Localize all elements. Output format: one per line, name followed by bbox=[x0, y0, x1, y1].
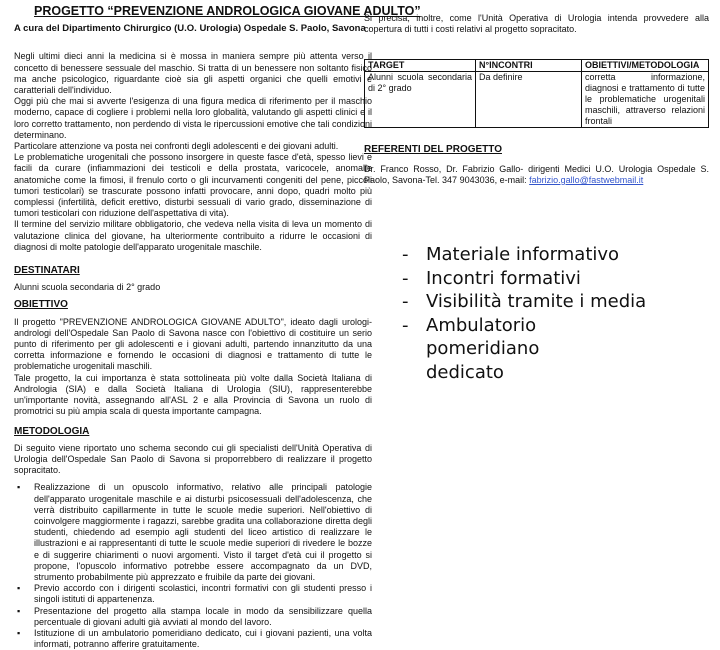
bullet-text: Incontri formativi bbox=[426, 267, 581, 289]
metodologia-list bbox=[14, 482, 372, 650]
bullet-text: Ambulatorio pomeridiano dedicato bbox=[426, 314, 540, 383]
intro-section bbox=[14, 51, 372, 253]
bullet-marker: - bbox=[402, 244, 409, 265]
bullet-item bbox=[402, 267, 702, 291]
right-document bbox=[364, 13, 709, 186]
intro-paragraph: Oggi più che mai si avverte l'esigenza di una figura medica di riferimento per il maschio moderno, capace di cogliere i problemi nella loro globalità, valutando gli aspetti clinici e il loro corretto trattamento, non perdendo di vista le ripercussioni emotive che tali condizioni determinano. bbox=[14, 96, 372, 140]
referenti-text bbox=[364, 164, 709, 186]
obiettivo-heading: OBIETTIVO bbox=[14, 299, 68, 311]
table-header: OBIETTIVI/METODOLOGIA bbox=[582, 60, 709, 72]
metodologia-intro: Di seguito viene riportato uno schema secondo cui gli specialisti dell'Unità Operativa di Urologia dell'Ospedale San Paolo di Savona si proporrebbero di realizzare il progetto sopracitato. bbox=[14, 442, 372, 476]
bullet-marker: - bbox=[402, 291, 409, 312]
table-row bbox=[365, 72, 709, 128]
list-item: ▪ Previo accordo con i dirigenti scolastici, incontri formativi con gli studenti presso i singoli istituti di appartenenza. bbox=[34, 583, 372, 605]
bullet-item bbox=[402, 243, 702, 267]
destinatari-text: Alunni scuola secondaria di 2° grado bbox=[14, 282, 161, 293]
document-subtitle: A cura del Dipartimento Chirurgico (U.O. Urologia) Ospedale S. Paolo, Savona bbox=[14, 23, 366, 35]
list-item: ▪ Presentazione del progetto alla stampa locale in modo da sensibilizzare quella percentuale di giovani adulti già avviati al mondo del lavoro. bbox=[34, 606, 372, 628]
intro-paragraph: Le problematiche urogenitali che possono insorgere in queste fasce d'età, spesso lievi e facili da curare (infiammazioni dei testicoli e della prostata, varicocele, anomalie anatomiche come la fimosi, il frenulo corto o gli incurvamenti congeniti del pene, piccoli tumori testicolari) se trascurate possono infatti provocare, anni dopo, quadri molto più complessi (infertilità, deficit erettivo, disturbi sessuali di vario grado, disseminazione di tumori testicolari con riduzione dell'aspettativa di vita). bbox=[14, 152, 372, 219]
target-table bbox=[364, 59, 709, 128]
bullet-text: Materiale informativo bbox=[426, 244, 620, 265]
obiettivo-section bbox=[14, 317, 372, 418]
list-item: ▪ Realizzazione di un opuscolo informativo, relativo alle principali patologie dell'apparato urogenitale maschile e ai disturbi psicosessuali dell'adolescenza, che verrà distribuito capillarmente in tutte le scuole medie superiori. Nell'obiettivo di coinvolgere maggiormente i ragazzi, sarebbe gradita una collaborazione diretta degli studenti, chiedendo ad esempio agli studenti del liceo artistico di realizzare le illustrazioni e ai rappresentanti di tutte le scuole medie superiori di rivedere le bozze e di suggerire chiarimenti o nuovi argomenti. Visto il target d'età cui il progetto si propone, l'opuscolo informativo potrebbe essere accompagnato da un DVD, strumento probabilmente più apprezzato e fruibile da parte dei giovani. bbox=[34, 482, 372, 583]
list-item: ▪ Istituzione di un ambulatorio pomeridiano dedicato, cui i giovani pazienti, una volta informati, potranno afferire gratuitamente. bbox=[34, 628, 372, 650]
table-header: TARGET bbox=[365, 60, 476, 72]
table-header: N°INCONTRI bbox=[476, 60, 582, 72]
referenti-names: Dr. Franco Rosso, Dr. Fabrizio Gallo- dirigenti Medici U.O. Urologia Ospedale S. Paolo, Savona-Tel. 347 9043036, e-mail: bbox=[364, 163, 709, 185]
right-intro: Si precisa, inoltre, come l'Unità Operativa di Urologia intenda provvedere alla copertura di tutti i costi relativi al progetto sopracitato. bbox=[364, 13, 709, 35]
intro-paragraph: Negli ultimi dieci anni la medicina si è mossa in maniera sempre più attenta verso il concetto di benessere sessuale del maschio. Si tratta di un benessere non soltanto fisico ma anche psicologico, riguardante cioè sia gli aspetti organici che quelli emotivi e caratteriali dell'individuo. bbox=[14, 51, 372, 96]
document-title: PROGETTO “PREVENZIONE ANDROLOGICA GIOVANE ADULTO” bbox=[34, 4, 421, 18]
obiettivo-paragraph: Tale progetto, la cui importanza è stata sottolineata più volte dalla Società Italiana di Andrologia (SIA) e dalla Società Italiana di Urologia (SIU), rappresenterebbe un'importante novità, assegnando all'ASL 2 e alla Provincia di Savona un ruolo di promotrici su più ampia scala di questa importante campagna. bbox=[14, 372, 372, 417]
metodologia-heading: METODOLOGIA bbox=[14, 425, 90, 437]
email-link[interactable]: fabrizio.gallo@fastwebmail.it bbox=[529, 174, 644, 185]
intro-paragraph: Il termine del servizio militare obbligatorio, che vedeva nella visita di leva un momento di valutazione clinica del giovane, ha ulteriormente contribuito a ridurre le occasioni di diagnosi di molte patologie dell'apparato urogenitale maschile. bbox=[14, 219, 372, 252]
bullet-text: Visibilità tramite i media bbox=[426, 291, 647, 312]
destinatari-heading: DESTINATARI bbox=[14, 265, 80, 277]
bullet-item bbox=[402, 314, 616, 385]
bullet-item bbox=[402, 290, 702, 314]
table-cell: Da definire bbox=[476, 72, 582, 128]
bullet-marker: - bbox=[402, 314, 409, 336]
table-cell: corretta informazione, diagnosi e trattamento di tutte le problematiche urogenitali maschili, attraverso relazioni frontali bbox=[582, 72, 709, 128]
referenti-heading: REFERENTI DEL PROGETTO bbox=[364, 144, 502, 156]
obiettivo-paragraph: Il progetto "PREVENZIONE ANDROLOGICA GIOVANE ADULTO", ideato dagli urologi-andrologi dell'Ospedale San Paolo di Savona nasce con l'obiettivo di costituire un serio punto di riferimento per gli adolescenti e i giovani adulti, partendo innanzitutto da una corretta informazione e fornendo le occasioni di diagnosi e trattamento di tutte le problematiche urogenitali maschili. bbox=[14, 316, 372, 372]
table-cell: Alunni scuola secondaria di 2° grado bbox=[365, 72, 476, 128]
left-document bbox=[14, 4, 421, 650]
bullet-marker: - bbox=[402, 267, 409, 289]
summary-bullets bbox=[402, 243, 702, 384]
intro-paragraph: Particolare attenzione va posta nei confronti degli adolescenti e dei giovani adulti. bbox=[14, 141, 339, 152]
